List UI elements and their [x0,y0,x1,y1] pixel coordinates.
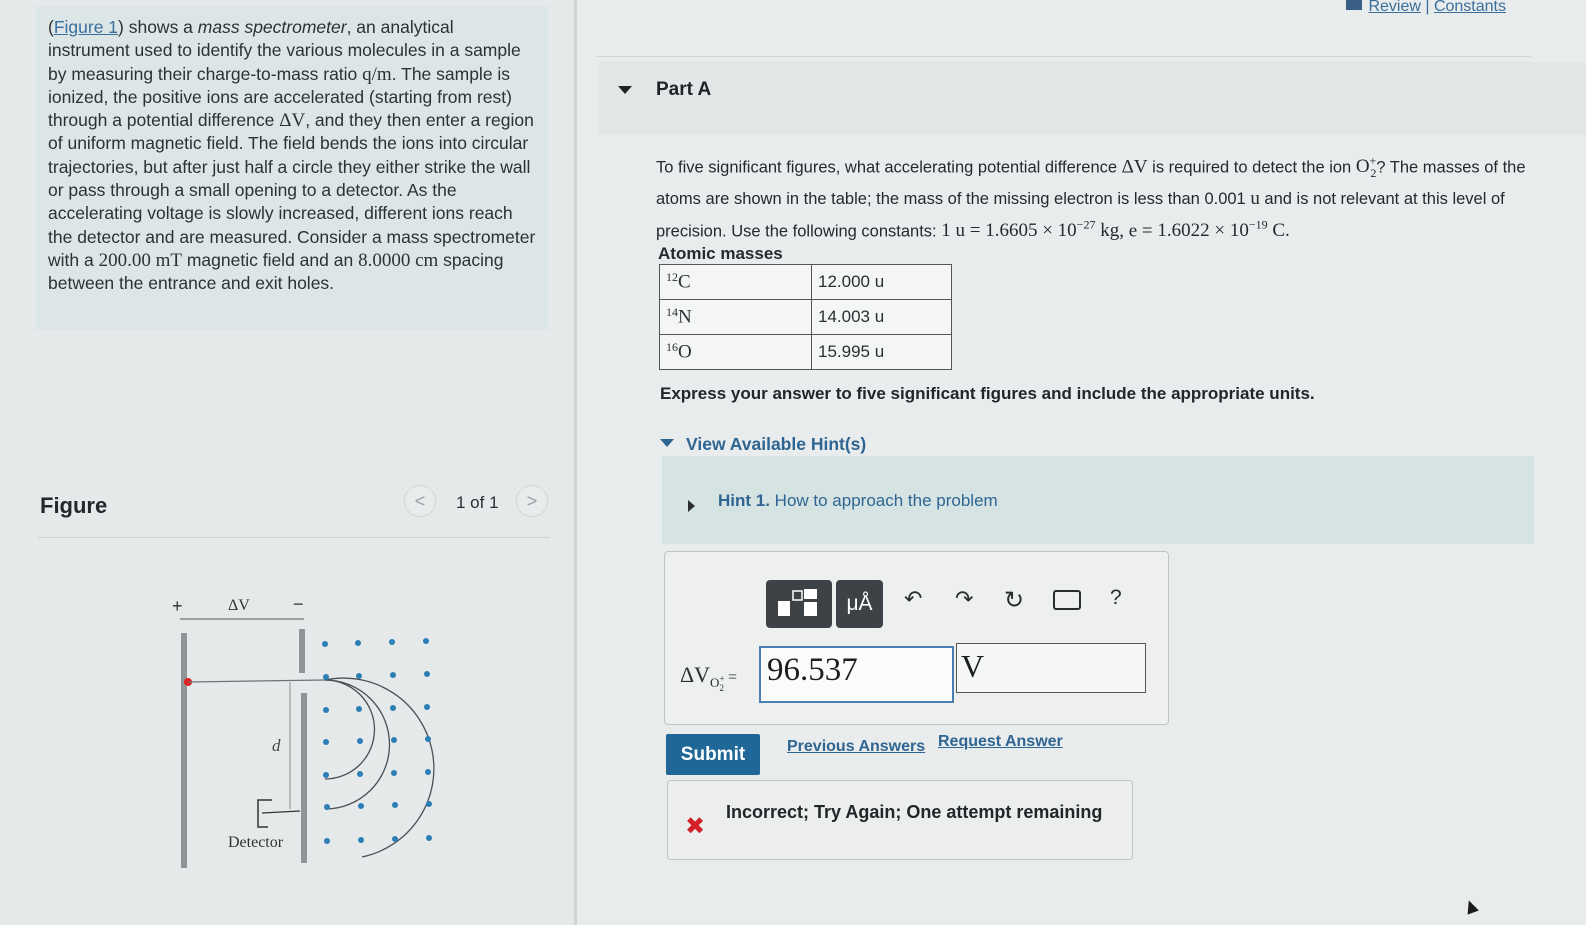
part-header[interactable] [598,62,1586,134]
accelerator-plate-left [181,633,187,868]
problem-text: . The sample is ionized, the positive ions are accelerated (starting from rest) through a potential difference [48,63,512,131]
detector-shape [258,800,272,827]
mass-value: 12.000 u [818,272,885,291]
help-icon[interactable]: ? [1110,586,1122,609]
atomic-mass-table [659,264,952,370]
problem-text: , and they then enter a region of uniform magnetic field. The field bends the ions into circular trajectories, but after just half a circle they either strike the wall or pass through a small opening to a detector. As the accelerating voltage is slowly increased, different ions reach the detector and are measured. Consider a mass spectrometer with a [48,110,536,270]
mass-cell [812,300,952,335]
table-title: Atomic masses [658,244,783,263]
wall-plate [301,693,307,863]
question-fragment: , e = [1119,220,1158,242]
subscript-charge: + [719,674,725,685]
figure-pager: 1 of 1 [456,493,499,512]
caret-right-icon[interactable] [688,500,695,512]
problem-text: magnetic field and an [181,249,359,270]
redo-icon[interactable]: ↷ [955,586,974,611]
subscript-count: 2 [719,682,725,693]
submit-button[interactable]: Submit [666,734,760,775]
problem-term: mass spectrometer [197,17,347,37]
collapse-caret-icon[interactable] [618,86,632,94]
part-title: Part A [656,79,712,100]
column-divider [574,0,577,925]
view-hints-toggle[interactable] [660,434,866,455]
mass-number: 16 [666,340,678,355]
delta-v-symbol: ΔV [1121,156,1148,178]
question-fragment: ? The masses of the atoms are shown in the table; the mass of the missing electron is less than 0.001 [656,158,1526,209]
problem-text: , an analytical instrument used to identify the various molecules in a sample by measuring their charge-to-mass ratio [48,17,521,84]
keyboard-icon[interactable] [1053,590,1081,610]
header-separator: | [1420,0,1434,15]
table-row [660,335,952,370]
figure-title: Figure [40,493,108,518]
previous-answers-link[interactable]: Previous Answers [787,738,926,755]
field-value: 200.00 mT [98,249,182,271]
answer-label-symbol: ΔV [680,662,711,687]
detector-label: Detector [228,834,284,851]
reset-icon[interactable]: ↻ [1004,587,1025,614]
unit-u: u [1250,188,1260,210]
answer-unit-input[interactable]: V [956,643,1146,693]
ion-count: 2 [1370,166,1377,181]
figure-header [38,485,550,538]
question-text [656,148,1536,244]
delta-v-label: ΔV [228,597,250,614]
ion-charge: + [1369,154,1377,168]
mass-number: 12 [666,270,678,285]
view-hints-label: View Available Hint(s) [686,434,867,454]
figure-link[interactable]: Figure 1 [53,17,119,37]
hint-1-item[interactable] [718,491,998,511]
ion-symbol [1355,154,1377,181]
mass-spectrometer-figure [150,585,460,875]
question-fragment: is required to detect the ion [1147,158,1356,177]
constants-link[interactable]: Constants [1433,0,1506,15]
accelerator-plate-right-top [299,629,305,673]
subscript-base: O [710,675,720,691]
hint-1-label: Hint 1. [718,491,770,510]
table-row [660,265,952,300]
figure-next-button[interactable]: > [516,485,548,517]
question-fragment: To five significant figures, what accelerating potential difference [656,158,1122,177]
constant-e-unit: C. [1267,220,1290,242]
caret-down-icon [660,439,674,447]
answer-value-input[interactable]: 96.537 [759,646,954,703]
header-links [1346,0,1506,16]
problem-text: spacing between the entrance and exit holes. [48,249,504,294]
element-symbol: O [678,341,692,363]
problem-text: ) shows a [118,17,198,37]
hint-1-text: How to approach the problem [769,491,998,510]
ion-beam [188,680,325,682]
divider [596,56,1531,57]
constant-e-value: 1.6022 × 10 [1157,220,1249,242]
trajectory-large [325,678,434,857]
spacing-d-label: d [272,736,281,755]
question-fragment: and is not relevant at this level of precision. Use the following constants: [656,190,1505,241]
mouse-cursor-icon [1463,898,1479,914]
feedback-message: Incorrect; Try Again; One attempt remaining [726,802,1103,822]
element-symbol: C [678,271,691,293]
constant-u-exponent: −27 [1076,218,1096,233]
trajectory-medium [325,680,390,809]
constant-e-exponent: −19 [1248,218,1268,233]
delta-v-symbol: ΔV [279,110,306,132]
undo-icon[interactable]: ↶ [904,586,923,611]
constant-e [1157,220,1289,241]
templates-icon [766,580,832,628]
ion-base: O [1355,156,1370,178]
minus-label: − [293,594,304,614]
request-answer-link[interactable]: Request Answer [938,733,1063,750]
mass-value: 14.003 u [818,307,885,326]
mass-number: 14 [666,305,678,320]
table-row [660,300,952,335]
mass-value: 15.995 u [818,342,885,361]
review-link[interactable]: Review [1368,0,1421,15]
figure-prev-button[interactable]: < [404,485,436,517]
constant-u-unit: kg [1095,220,1120,242]
isotope-cell [660,335,812,370]
element-symbol: N [678,306,692,328]
error-x-icon: ✖ [685,813,706,840]
isotope-cell [660,300,812,335]
mass-cell [812,265,952,300]
spacing-value: 8.0000 cm [358,249,439,271]
detector-beam [262,811,300,813]
answer-label-subscript [710,674,725,693]
book-icon [1346,0,1362,10]
answer-instruction: Express your answer to five significant figures and include the appropriate units. [660,384,1315,403]
constant-u-value: 1 u = 1.6605 × 10 [941,220,1077,242]
templates-button[interactable] [766,580,832,628]
isotope-cell [660,265,812,300]
charge-mass-ratio: q/m [362,63,392,85]
answer-label-equals: = [724,669,738,686]
magnetic-field-dots [322,638,432,844]
problem-statement: (Figure 1) shows a mass spectrometer, an analytical instrument used to identify the various molecules in a sample by measuring their charge-to-mass ratio q/m. The sample is ionized, the positive ions are accelerated (starting from rest) through a potential difference ΔV, and they then enter a region of uniform magnetic field. The field bends the ions into circular trajectories, but after just half a circle they either strike the wall or pass through a small opening to a detector. As the accelerating voltage is slowly increased, different ions reach the detector and are measured. Consider a mass spectrometer with a 200.00 mT magnetic field and an 8.0000 cm spacing between the entrance and exit holes. [36,6,548,330]
mass-cell [812,335,952,370]
plus-label: + [172,596,183,616]
answer-label [680,662,737,693]
units-button[interactable]: μÅ [836,580,883,628]
constant-u [941,220,1119,241]
